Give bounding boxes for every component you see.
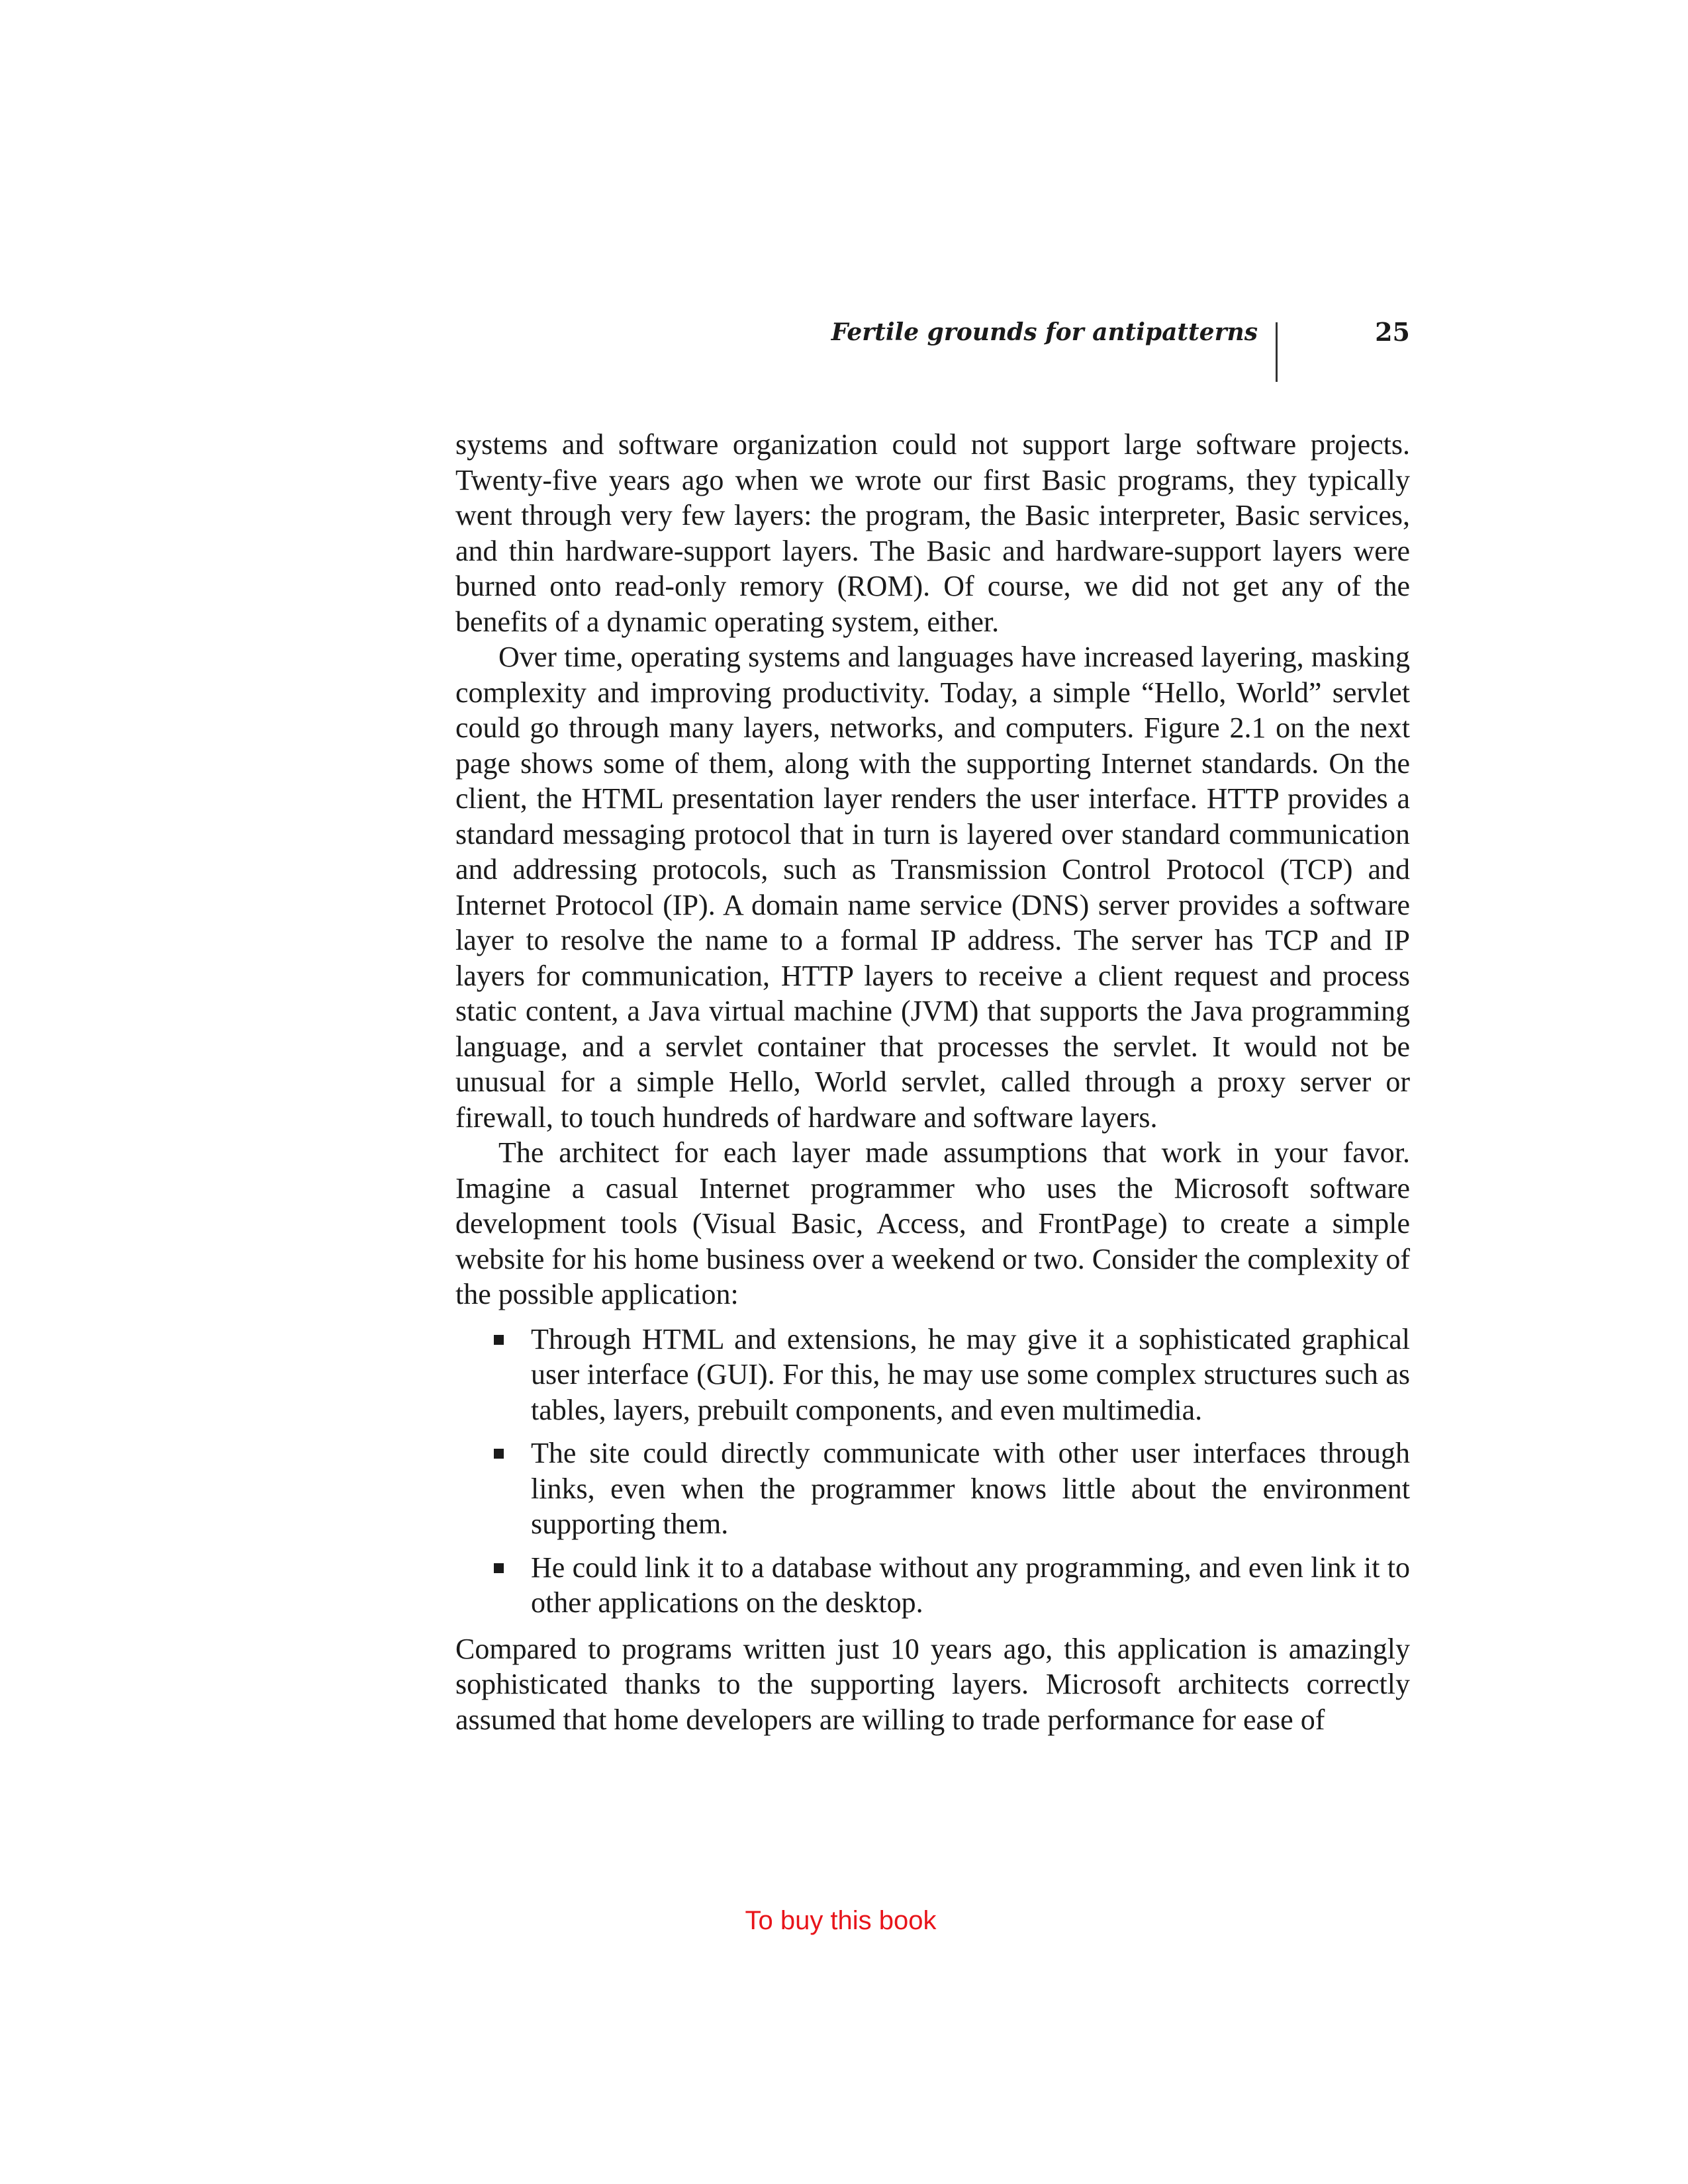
square-bullet-icon [494, 1563, 504, 1573]
page-number: 25 [1375, 317, 1410, 347]
bullet-text: Through HTML and extensions, he may give it a sophisticated graphical user interface (GUI). For this, he may use some complex structures such as tables, layers, prebuilt components, and even multimedia. [531, 1322, 1410, 1426]
bullet-list [455, 1322, 1410, 1621]
paragraph-1: systems and software organization could not support large software projects. Twenty-five years ago when we wrote our first Basic programs, they typically went through very few layers: the program, the Basic interpreter, Basic services, and thin hardware-support layers. The Basic and hardware-support layers were burned onto read-only remory (ROM). Of course, we did not get any of the benefits of a dynamic operating system, either. [455, 428, 1410, 638]
paragraph-3: The architect for each layer made assumptions that work in your favor. Imagine a casual Internet programmer who uses the Microsoft software development tools (Visual Basic, Access, and FrontPage) to create a simple website for his home business over a weekend or two. Consider the complexity of the possible application: [455, 1136, 1410, 1310]
bullet-item [531, 1550, 1410, 1621]
bullet-text: He could link it to a database without any programming, and even link it to other applications on the desktop. [531, 1551, 1410, 1619]
square-bullet-icon [494, 1335, 504, 1345]
paragraph-2: Over time, operating systems and languages have increased layering, masking complexity and improving productivity. Today, a simple “Hello, World” servlet could go through many layers, networks, and computers. Figure 2.1 on the next page shows some of them, along with the supporting Internet standards. On the client, the HTML presentation layer renders the user interface. HTTP provides a standard messaging protocol that in turn is layered over standard communication and addressing protocols, such as Transmission Control Protocol (TCP) and Internet Protocol (IP). A domain name service (DNS) server provides a software layer to resolve the name to a formal IP address. The server has TCP and IP layers for communication, HTTP layers to receive a client request and process static content, a Java virtual machine (JVM) that supports the Java programming language, and a servlet container that processes the servlet. It would not be unusual for a simple Hello, World servlet, called through a proxy server or firewall, to touch hundreds of hardware and software layers. [455, 641, 1410, 1134]
main-text [455, 427, 1410, 1737]
paragraph-4: Compared to programs written just 10 years ago, this application is amazingly sophisticated thanks to the supporting layers. Microsoft architects correctly assumed that home developers are willing to trade performance for ease of [455, 1632, 1410, 1736]
running-head-title: Fertile grounds for antipatterns [831, 318, 1258, 346]
header-divider [1276, 322, 1278, 382]
bullet-item [531, 1322, 1410, 1428]
buy-book-link[interactable]: To buy this book [745, 1906, 937, 1935]
square-bullet-icon [494, 1449, 504, 1459]
bullet-item [531, 1435, 1410, 1542]
bullet-text: The site could directly communicate with other user interfaces through links, even when the programmer knows little about the environment supporting them. [531, 1437, 1410, 1540]
